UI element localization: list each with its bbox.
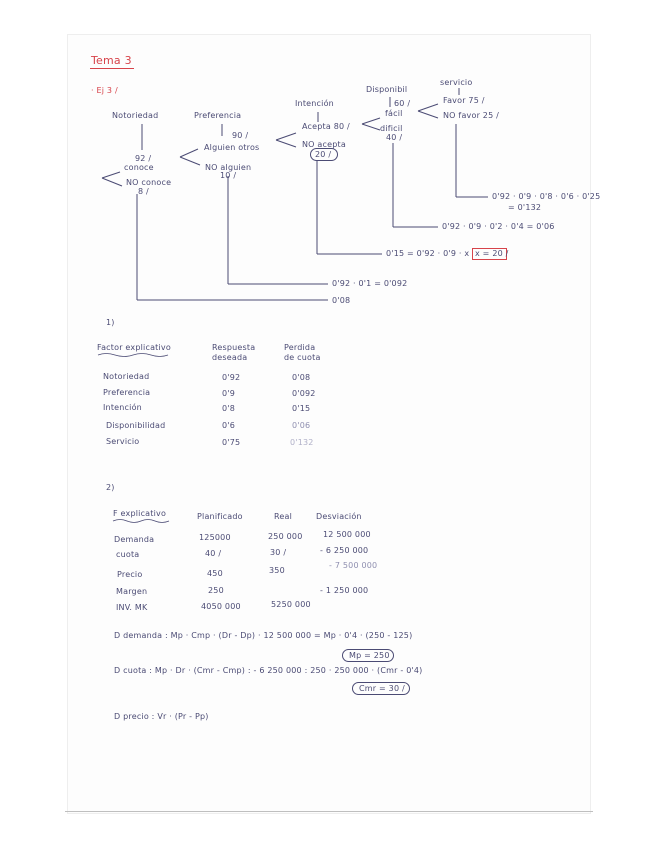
- tree-alguien: Alguien otros: [204, 143, 260, 152]
- table1-header-resp-1: Respuesta: [212, 343, 256, 352]
- tree-notoriedad-label: Notoriedad: [112, 111, 159, 120]
- table2-row-factor: Margen: [116, 587, 148, 596]
- table1-row-perd: 0'06: [292, 421, 311, 430]
- table2-row-real: 30 /: [270, 548, 287, 557]
- equation-demanda: D demanda : Mp · Cmp · (Dr - Dp) · 12 500 000 = Mp · 0'4 · (250 - 125): [114, 631, 413, 640]
- table2-header-underline: [112, 518, 170, 524]
- tree-no-alguien: NO alguien: [205, 163, 252, 172]
- table1-header-factor: Factor explicativo: [97, 343, 171, 352]
- page-title: Tema 3: [91, 54, 132, 67]
- table2-row-real: 350: [269, 566, 285, 575]
- table1-row-factor: Disponibilidad: [106, 421, 166, 430]
- tree-no-conoce: NO conoce: [126, 178, 172, 187]
- table2-row-desv: - 7 500 000: [329, 561, 378, 570]
- table1-header-perd-1: Perdida: [284, 343, 316, 352]
- page-bottom-edge: [65, 811, 593, 812]
- tree-preferencia-label: Preferencia: [194, 111, 242, 120]
- tree-notoriedad-pct: 92 /: [135, 154, 152, 163]
- equation-precio: D precio : Vr · (Pr - Pp): [114, 712, 209, 721]
- tree-no-acepta: NO acepta: [302, 140, 346, 149]
- tree-disponibilidad-pct: 60 /: [394, 99, 411, 108]
- tree-no-conoce-pct: 8 /: [138, 187, 149, 196]
- table1-row-perd: 0'08: [292, 373, 311, 382]
- table1-header-perd-2: de cuota: [284, 353, 321, 362]
- table1-row-resp: 0'6: [222, 421, 235, 430]
- table1-row-factor: Notoriedad: [103, 372, 150, 381]
- table1-row-perd: 0'132: [290, 438, 314, 447]
- table1-row-resp: 0'92: [222, 373, 241, 382]
- table1-row-resp: 0'9: [222, 389, 235, 398]
- exercise-label: · Ej 3 /: [91, 86, 118, 95]
- table2-row-real: 5250 000: [271, 600, 311, 609]
- table1-row-resp: 0'8: [222, 404, 235, 413]
- equation-cuota: D cuota : Mp · Dr · (Cmr - Cmp) : - 6 250 000 : 250 · 250 000 · (Cmr - 0'4): [114, 666, 423, 675]
- table1-row-perd: 0'092: [292, 389, 316, 398]
- tree-conoce: conoce: [124, 163, 154, 172]
- tree-no-alguien-pct: 10 /: [220, 171, 237, 180]
- table1-row-resp: 0'75: [222, 438, 241, 447]
- table1-header-underline: [97, 352, 169, 358]
- table2-header-desv: Desviación: [316, 512, 362, 521]
- table2-row-factor: cuota: [116, 550, 140, 559]
- table1-header-resp-2: deseada: [212, 353, 248, 362]
- table2-row-plan: 125000: [199, 533, 231, 542]
- result-intencion-x: x = 20 /: [475, 249, 509, 258]
- table2-row-desv: - 1 250 000: [320, 586, 369, 595]
- result-preferencia: 0'92 · 0'1 = 0'092: [332, 279, 408, 288]
- section-2-number: 2): [106, 483, 115, 492]
- result-notoriedad: 0'08: [332, 296, 351, 305]
- result-servicio: 0'92 · 0'9 · 0'8 · 0'6 · 0'25: [492, 192, 601, 201]
- table1-row-factor: Intención: [103, 403, 142, 412]
- table2-row-real: 250 000: [268, 532, 303, 541]
- table2-row-plan: 4050 000: [201, 602, 241, 611]
- result-servicio-value: = 0'132: [508, 203, 542, 212]
- table2-row-plan: 40 /: [205, 549, 222, 558]
- tree-no-favor: NO favor 25 /: [443, 111, 500, 120]
- tree-dificil-pct: 40 /: [386, 133, 403, 142]
- table2-header-real: Real: [274, 512, 293, 521]
- result-disponibilidad: 0'92 · 0'9 · 0'2 · 0'4 = 0'06: [442, 222, 555, 231]
- table2-row-factor: Demanda: [114, 535, 155, 544]
- tree-acepta: Acepta 80 /: [302, 122, 350, 131]
- tree-facil: fácil: [385, 109, 403, 118]
- table2-row-factor: INV. MK: [116, 603, 148, 612]
- tree-disponibilidad-label: Disponibil: [366, 85, 408, 94]
- section-1-number: 1): [106, 318, 115, 327]
- tree-dificil: dificil: [380, 124, 403, 133]
- tree-servicio-label: servicio: [440, 78, 473, 87]
- tree-preferencia-pct: 90 /: [232, 131, 249, 140]
- table2-row-desv: - 6 250 000: [320, 546, 369, 555]
- table1-row-factor: Servicio: [106, 437, 140, 446]
- table2-row-plan: 250: [208, 586, 224, 595]
- table1-row-factor: Preferencia: [103, 388, 151, 397]
- table1-row-perd: 0'15: [292, 404, 311, 413]
- table2-row-plan: 450: [207, 569, 223, 578]
- table2-row-desv: 12 500 000: [323, 530, 371, 539]
- title-underline: [90, 68, 134, 69]
- table2-header-factor: F explicativo: [113, 509, 167, 518]
- equation-cuota-answer: Cmr = 30 /: [359, 684, 405, 693]
- tree-intencion-label: Intención: [295, 99, 334, 108]
- table2-header-plan: Planificado: [197, 512, 243, 521]
- table2-row-factor: Precio: [117, 570, 143, 579]
- tree-favor: Favor 75 /: [443, 96, 485, 105]
- result-intencion: 0'15 = 0'92 · 0'9 · x: [386, 249, 470, 258]
- equation-demanda-answer: Mp = 250: [349, 651, 390, 660]
- tree-no-acepta-pct: 20 /: [315, 150, 332, 159]
